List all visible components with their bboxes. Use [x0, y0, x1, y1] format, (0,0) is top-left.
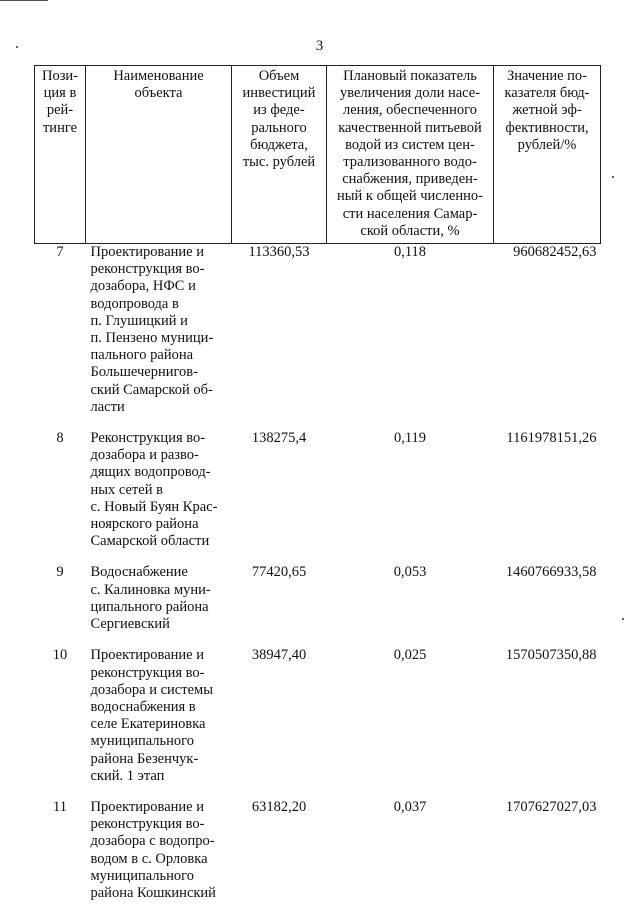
row-share: 0,119 — [393, 430, 427, 447]
row-name: Проектирование и реконструкция во- дозабора, НФС и водопровода в п. Глушицкий и п. Пензено муници- пального района Большечернигов- ский Самарской об- ласти — [90, 244, 214, 415]
row-efficiency: 1707627027,03 — [505, 798, 597, 815]
row-position: 9 — [56, 564, 64, 581]
header-investment — [232, 66, 327, 244]
row-share: 0,037 — [393, 798, 427, 815]
table-row — [35, 430, 601, 564]
row-efficiency: 1570507350,88 — [505, 647, 597, 664]
table-row — [35, 244, 601, 431]
row-share: 0,053 — [393, 564, 427, 581]
row-position: 7 — [56, 244, 64, 261]
row-investment: 63182,20 — [251, 798, 307, 815]
scan-edge-mark — [0, 0, 48, 1]
row-share: 0,118 — [393, 244, 427, 261]
header-share — [327, 66, 494, 244]
header-efficiency — [494, 66, 601, 244]
table-row — [35, 564, 601, 647]
table-header-row — [35, 66, 601, 244]
row-efficiency: 1460766933,58 — [505, 564, 597, 581]
header-name-label: Наименование объекта — [113, 68, 204, 102]
table-row — [35, 799, 601, 902]
row-share: 0,025 — [393, 647, 427, 664]
scan-speck — [622, 618, 624, 620]
row-position: 10 — [52, 647, 68, 664]
header-name — [86, 66, 232, 244]
row-position: 11 — [53, 798, 67, 815]
row-position: 8 — [56, 430, 64, 447]
table-row — [35, 647, 601, 799]
header-investment-label: Объем инвестиций из феде- рального бюджета, тыс. рублей — [242, 68, 316, 171]
row-name: Реконструкция во- дозабора и разво- дящих водопровод- ных сетей в с. Новый Буян Крас- ноярского района Самарской области — [90, 430, 218, 550]
header-position — [35, 66, 86, 244]
row-name: Водоснабжение с. Калиновка муни- ципального района Сергиевский — [90, 564, 211, 633]
row-investment: 77420,65 — [251, 564, 307, 581]
scan-speck — [612, 176, 614, 178]
row-investment: 38947,40 — [251, 647, 307, 664]
header-efficiency-label: Значение по- казателя бюд- жетной эф- фективности, рублей/% — [504, 68, 590, 153]
row-investment: 113360,53 — [248, 244, 310, 261]
rating-table — [34, 65, 601, 902]
header-position-label: Пози- ция в рей- тинге — [41, 68, 79, 136]
row-name: Проектирование и реконструкция во- дозабора с водопро- водом в с. Орловка муниципального района Кошкинский — [90, 798, 216, 901]
row-name: Проектирование и реконструкция во- дозабора и системы водоснабжения в селе Екатериновка муниципального района Безенчук- ский. 1 этап — [90, 647, 213, 784]
row-efficiency: 1161978151,26 — [506, 430, 597, 447]
page-number: 3 — [315, 38, 324, 54]
row-efficiency: 960682452,63 — [513, 244, 597, 261]
header-share-label: Плановый показатель увеличения доли насе- ления, обеспеченного качественной питьевой водой из систем цен- трализованного водо- снабжения, приведен- ный к общей численно- сти населения Самар- ской области, % — [337, 68, 483, 239]
row-investment: 138275,4 — [251, 430, 307, 447]
